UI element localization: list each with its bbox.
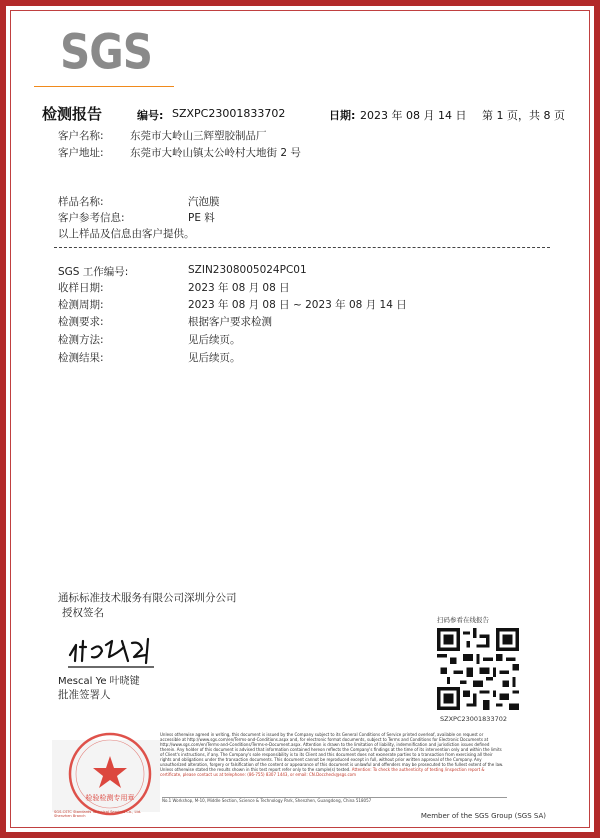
signer-name: Mescal Ye 叶晓键 — [58, 676, 140, 687]
page-info: 第 1 页，共 8 页 — [482, 109, 565, 122]
terms-disclaimer — [160, 732, 505, 784]
sgs-logo-text: SGS — [60, 23, 152, 81]
signer-role: 批准签署人 — [58, 689, 111, 701]
sample-note: 以上样品及信息由客户提供。 — [58, 228, 195, 240]
report-date: 2023 年 08 月 14 日 — [360, 109, 467, 122]
client-ref-label: 客户参考信息: — [58, 212, 125, 224]
qr-caption: 扫码参看在线报告 — [437, 616, 489, 624]
report-page — [12, 12, 588, 826]
test-period-label: 检测周期: — [58, 299, 104, 311]
handwritten-signature — [62, 627, 162, 677]
sample-name: 汽泡膜 — [188, 196, 220, 208]
inspection-seal-stamp — [64, 728, 156, 820]
dashed-divider — [54, 247, 550, 248]
client-address-label: 客户地址: — [58, 147, 104, 159]
test-method-label: 检测方法: — [58, 334, 104, 346]
authorized-signature-label: 授权签名 — [62, 607, 104, 619]
disclaimer-text: Unless otherwise agreed in writing, this document is issued by the Company subject to its General Conditions of Service printed overleaf, available on request or accessible at http://www.sgs.com/en/Terms-and-Conditions.aspx and, for electronic format documents, subject to Terms and Conditions for Electronic Documents at http://www.sgs.com/en/Terms-and-Conditions/Terms-e-Document.aspx. Attention is drawn to the limitation of liability, indemnification and jurisdiction issues defined therein. Any holder of this document is advised that information contained hereon reflects the Company's findings at the time of its intervention only and within the limits of Client's instructions, if any. The Company's sole responsibility is to its Client and this document does not exonerate parties to a transaction from exercising all their rights and obligations under the transaction documents. This document cannot be reproduced except in full, without prior written approval of the Company. Any unauthorized alteration, forgery or falsification of the content or appearance of this document is unlawful and offenders may be prosecuted to the fullest extent of the law. Unless otherwise stated the results shown in this test report refer only to the sample(s) tested. — [160, 732, 504, 772]
footer-address: No.1 Workshop, M-10, Middle Section, Science & Technology Park, Shenzhen, Guangdong, China 518057 — [162, 797, 507, 806]
test-result-label: 检测结果: — [58, 352, 104, 364]
job-no-label: SGS 工作编号: — [58, 266, 129, 278]
sgs-member-note: Member of the SGS Group (SGS SA) — [420, 812, 546, 820]
report-date-label: 日期: — [329, 109, 356, 122]
report-number-label: 编号: — [137, 109, 164, 122]
received-date: 2023 年 08 月 08 日 — [188, 282, 290, 294]
client-name-label: 客户名称: — [58, 130, 104, 142]
client-address: 东莞市大岭山镇太公岭村大地街 2 号 — [130, 147, 301, 159]
stamp-caption: SGS-CSTC Standards Technical Services Co., Ltd. Shenzhen Branch — [54, 810, 142, 818]
sgs-logo — [60, 23, 164, 88]
report-number: SZXPC23001833702 — [172, 107, 286, 120]
authenticity-notice: Attention: To check the authenticity of testing /inspection report & certificate, please contact us at telephone: (86-755) 8307 1443, or email: CN.Doccheck@sgs.com — [160, 767, 485, 777]
stamp-text: 检验检测专用章 — [85, 794, 135, 802]
logo-orange-line — [34, 86, 174, 87]
client-name: 东莞市大岭山三辉塑胶制品厂 — [130, 130, 267, 142]
test-requirement-label: 检测要求: — [58, 316, 104, 328]
test-period: 2023 年 08 月 08 日 ~ 2023 年 08 月 14 日 — [188, 299, 407, 311]
client-ref: PE 料 — [188, 212, 215, 224]
test-method: 见后续页。 — [188, 334, 241, 346]
test-result: 见后续页。 — [188, 352, 241, 364]
job-no: SZIN2308005024PC01 — [188, 264, 307, 276]
test-requirement: 根据客户要求检测 — [188, 316, 272, 328]
report-title: 检测报告 — [42, 105, 103, 123]
received-date-label: 收样日期: — [58, 282, 104, 294]
sample-name-label: 样品名称: — [58, 196, 104, 208]
issuing-company: 通标标准技术服务有限公司深圳分公司 — [58, 592, 237, 604]
qr-report-number: SZXPC23001833702 — [440, 715, 507, 723]
qr-code[interactable] — [437, 628, 519, 710]
